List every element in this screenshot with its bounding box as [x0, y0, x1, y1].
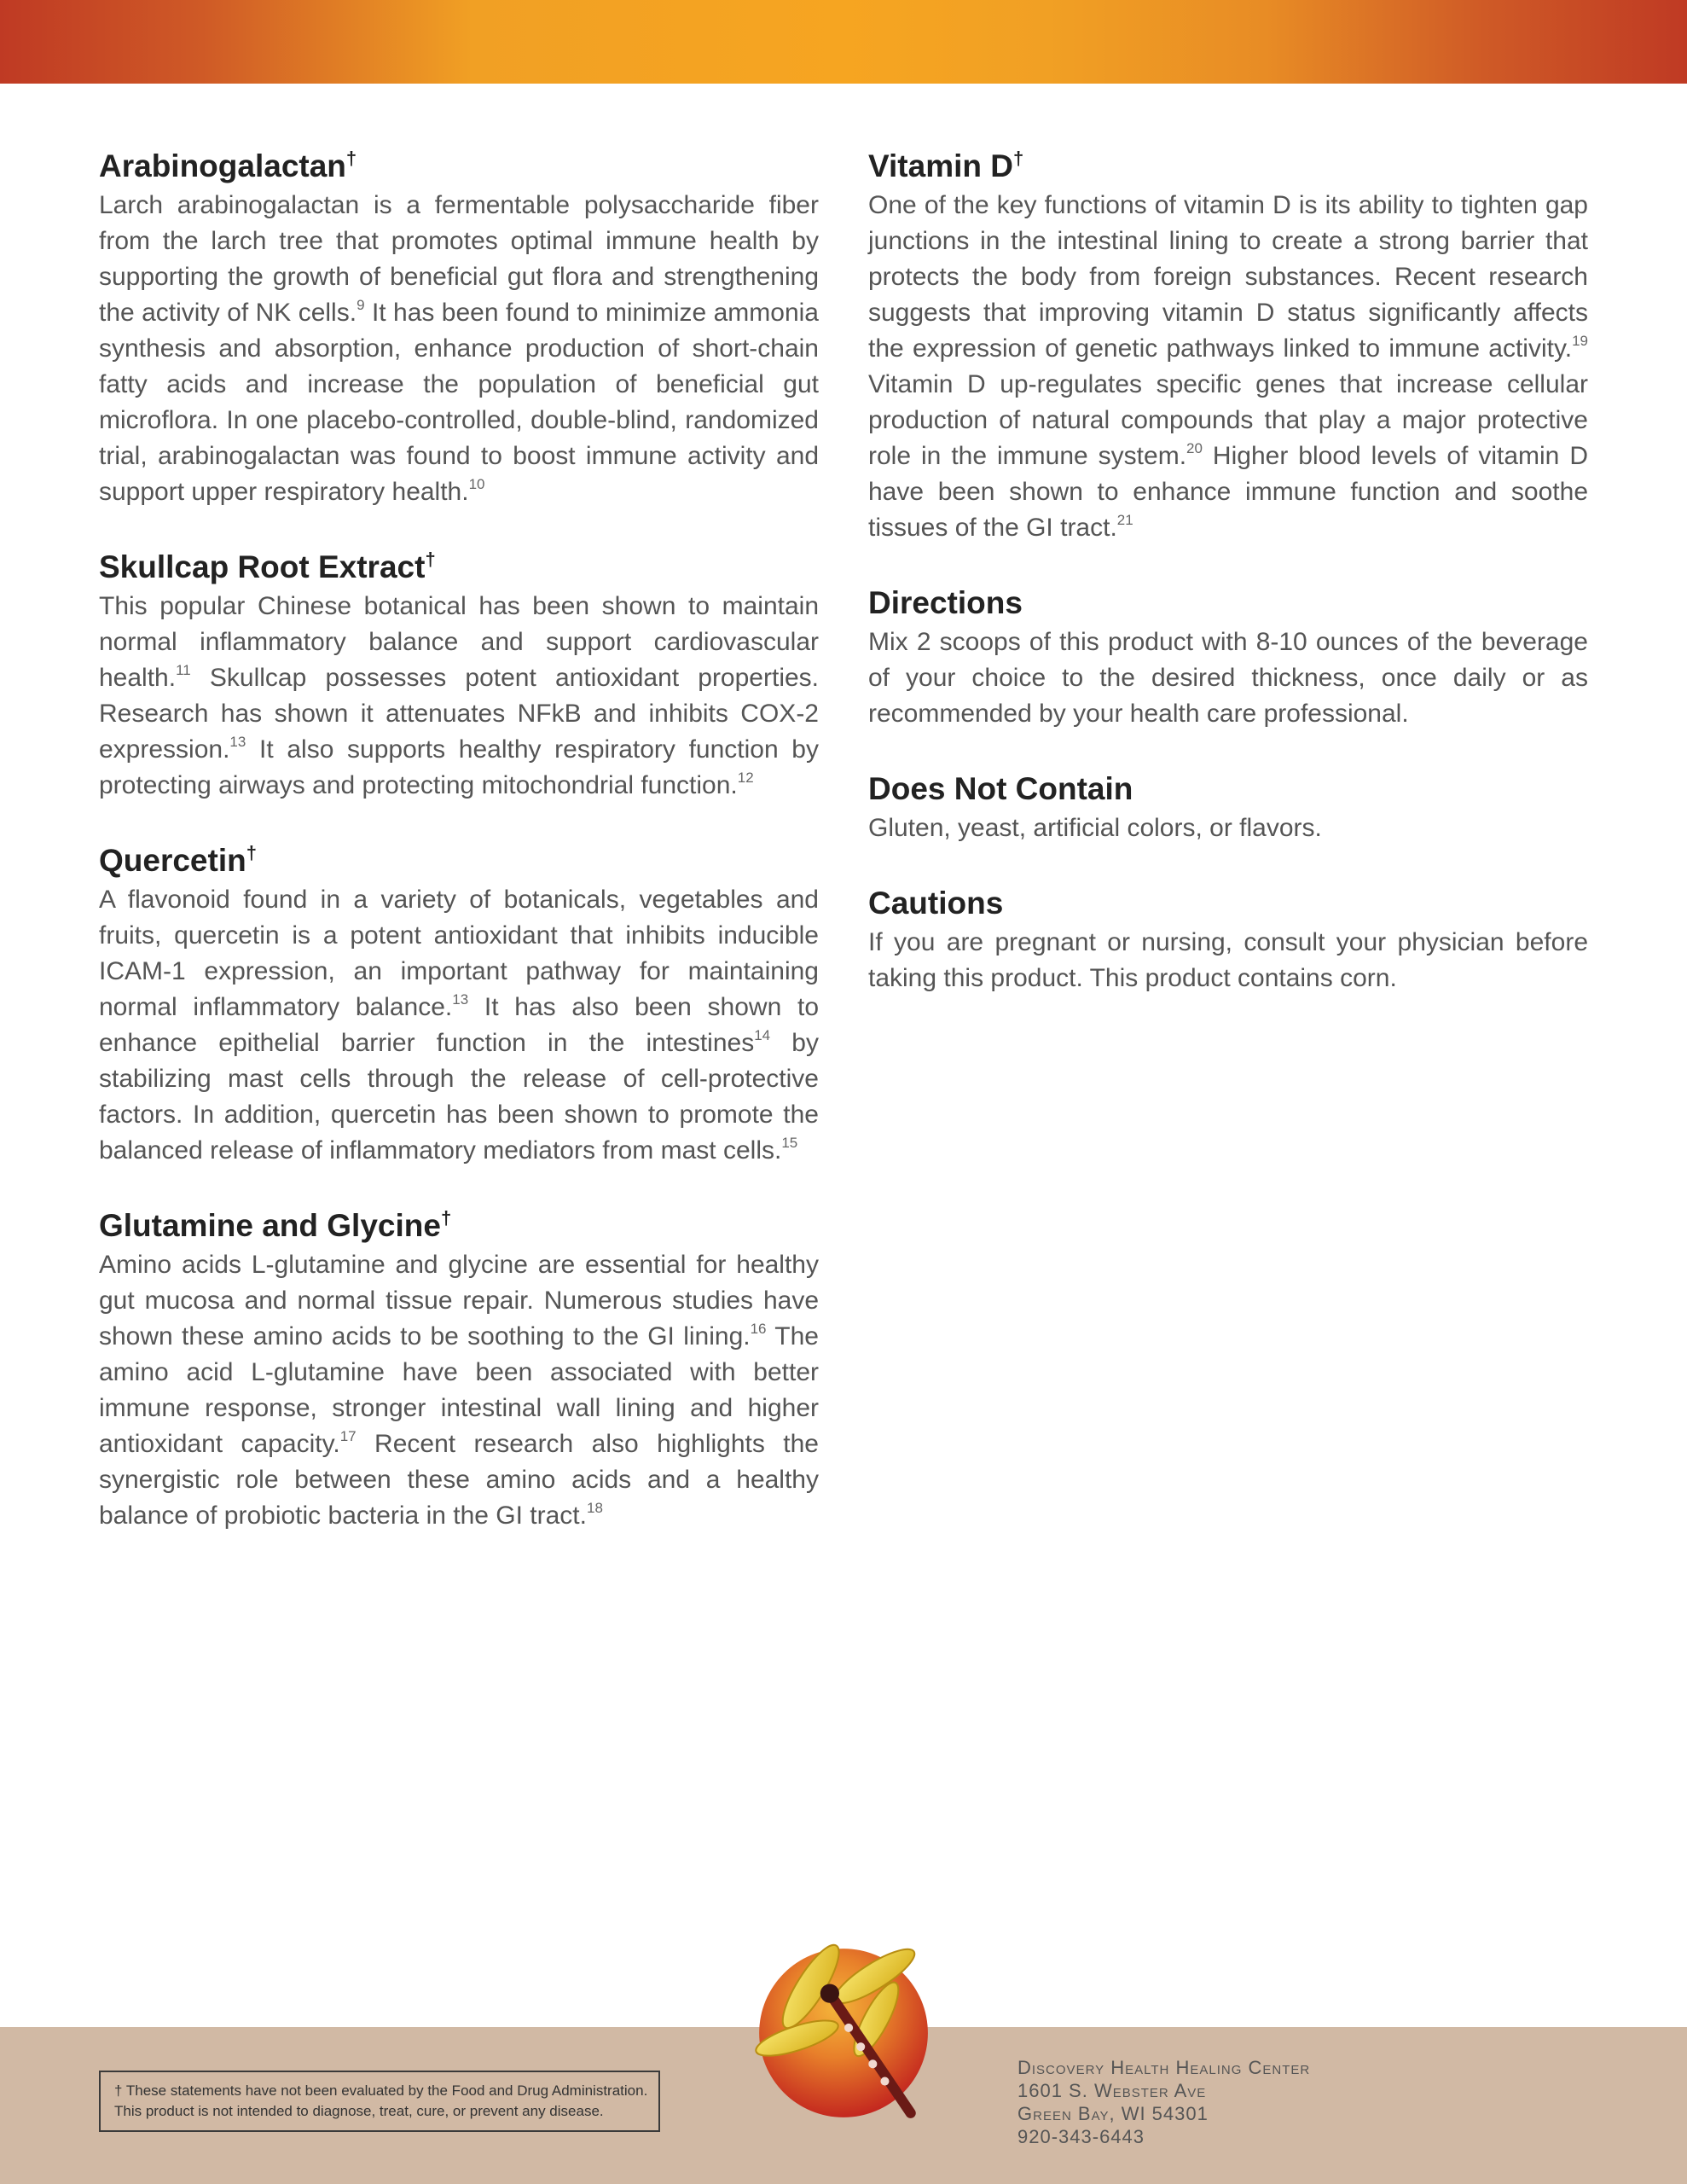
body-text: Mix 2 scoops of this product with 8-10 ounces of the beverage of your choice to the desired thickness, once daily or as recommended by your health care professional.: [868, 628, 1588, 728]
heading-text: Vitamin D: [868, 148, 1013, 183]
section-body: [99, 1247, 819, 1534]
reference-number: 10: [468, 476, 485, 492]
section-heading: [99, 1206, 819, 1246]
section-body: [868, 188, 1588, 546]
reference-number: 19: [1572, 333, 1588, 349]
reference-number: 9: [357, 297, 365, 313]
body-text: Larch arabinogalactan is a fermentable polysaccharide fiber from the larch tree that promotes optimal immune health by supporting the growth of beneficial gut flora and strengthening the activity of NK cells.: [99, 191, 819, 327]
section-directions: [868, 584, 1588, 732]
right-column: [868, 147, 1588, 1034]
body-text: A flavonoid found in a variety of botanicals, vegetables and fruits, quercetin is a potent antioxidant that inhibits inducible ICAM-1 expression, an important pathway for maintaining normal inflammatory balance.: [99, 886, 819, 1021]
body-text: Gluten, yeast, artificial colors, or flavors.: [868, 814, 1322, 842]
body-text: It has also been shown to enhance epithelial barrier function in the intestines: [99, 993, 819, 1057]
clinic-street: 1601 S. Webster Ave: [1017, 2080, 1207, 2101]
reference-number: 11: [176, 662, 191, 678]
section-body: [868, 624, 1588, 732]
reference-number: 18: [586, 1500, 603, 1516]
clinic-phone: 920-343-6443: [1017, 2126, 1145, 2147]
body-text: If you are pregnant or nursing, consult your physician before taking this product. This product contains corn.: [868, 928, 1588, 992]
body-text: by stabilizing mast cells through the release of cell-protective factors. In addition, quercetin has been shown to promote the balanced release of inflammatory mediators from mast cells.: [99, 1029, 819, 1165]
section-body: [868, 810, 1588, 846]
dragonfly-logo-icon: [747, 1937, 936, 2126]
section-quercetin: [99, 841, 819, 1169]
section-skullcap-root-extract: [99, 548, 819, 804]
reference-number: 21: [1116, 512, 1133, 528]
disclaimer-line-2: This product is not intended to diagnose, treat, cure, or prevent any disease.: [114, 2103, 604, 2119]
body-text: This popular Chinese botanical has been shown to maintain normal inflammatory balance and support cardiovascular health.: [99, 592, 819, 692]
section-body: [99, 882, 819, 1169]
clinic-city: Green Bay, WI 54301: [1017, 2103, 1209, 2124]
body-text: Skullcap possesses potent antioxidant properties. Research has shown it attenuates NFkB and inhibits COX-2 expression.: [99, 664, 819, 764]
section-heading: [868, 884, 1588, 923]
reference-number: 12: [737, 770, 754, 786]
clinic-address: [1017, 2056, 1310, 2148]
dagger-mark: †: [425, 549, 436, 570]
top-decorative-band: [0, 0, 1687, 84]
section-heading: [868, 770, 1588, 809]
reference-number: 13: [229, 734, 246, 750]
section-body: [99, 188, 819, 510]
reference-number: 20: [1186, 440, 1203, 456]
section-cautions: [868, 884, 1588, 996]
body-text: Vitamin D up-regulates specific genes that increase cellular production of natural compounds that play a major protective role in the immune system.: [868, 370, 1588, 470]
body-text: The amino acid L-glutamine have been associated with better immune response, stronger intestinal wall lining and higher antioxidant capacity.: [99, 1322, 819, 1458]
section-heading: [868, 147, 1588, 186]
clinic-name: Discovery Health Healing Center: [1017, 2057, 1311, 2078]
section-does-not-contain: [868, 770, 1588, 846]
body-text: Recent research also highlights the synergistic role between these amino acids and a healthy balance of probiotic bacteria in the GI tract.: [99, 1430, 819, 1530]
heading-text: Does Not Contain: [868, 771, 1133, 806]
heading-text: Cautions: [868, 886, 1004, 921]
body-text: Amino acids L-glutamine and glycine are essential for healthy gut mucosa and normal tissue repair. Numerous studies have shown these amino acids to be soothing to the GI lining.: [99, 1251, 819, 1350]
section-heading: [868, 584, 1588, 623]
dagger-mark: †: [440, 1207, 452, 1228]
section-arabinogalactan: [99, 147, 819, 510]
heading-text: Glutamine and Glycine: [99, 1208, 441, 1243]
section-vitamin-d: [868, 147, 1588, 546]
section-heading: [99, 548, 819, 587]
left-column: [99, 147, 819, 1571]
section-body: [99, 589, 819, 804]
body-text: Higher blood levels of vitamin D have been shown to enhance immune function and soothe tissues of the GI tract.: [868, 442, 1588, 542]
reference-number: 14: [754, 1027, 771, 1043]
heading-text: Skullcap Root Extract: [99, 549, 426, 584]
heading-text: Directions: [868, 585, 1023, 620]
dagger-mark: †: [1012, 148, 1024, 169]
section-heading: [99, 841, 819, 880]
reference-number: 15: [781, 1135, 798, 1151]
dagger-mark: †: [345, 148, 357, 169]
heading-text: Quercetin: [99, 843, 246, 878]
section-body: [868, 925, 1588, 996]
section-glutamine-and-glycine: [99, 1206, 819, 1534]
reference-number: 13: [452, 991, 469, 1008]
reference-number: 16: [750, 1321, 767, 1337]
dagger-mark: †: [246, 842, 257, 863]
section-heading: [99, 147, 819, 186]
body-text: It has been found to minimize ammonia synthesis and absorption, enhance production of short-chain fatty acids and increase the population of beneficial gut microflora. In one placebo-controlled, double-blind, randomized trial, arabinogalactan was found to boost immune activity and support upper respiratory health.: [99, 299, 819, 506]
body-text: It also supports healthy respiratory function by protecting airways and protecting mitochondrial function.: [99, 735, 819, 799]
heading-text: Arabinogalactan: [99, 148, 346, 183]
fda-disclaimer-box: [99, 2071, 660, 2132]
reference-number: 17: [339, 1428, 357, 1444]
body-text: One of the key functions of vitamin D is its ability to tighten gap junctions in the intestinal lining to create a strong barrier that protects the body from foreign substances. Recent research suggests that improving vitamin D status significantly affects the expression of genetic pathways linked to immune activity.: [868, 191, 1588, 363]
disclaimer-line-1: † These statements have not been evaluated by the Food and Drug Administration.: [114, 2082, 648, 2099]
